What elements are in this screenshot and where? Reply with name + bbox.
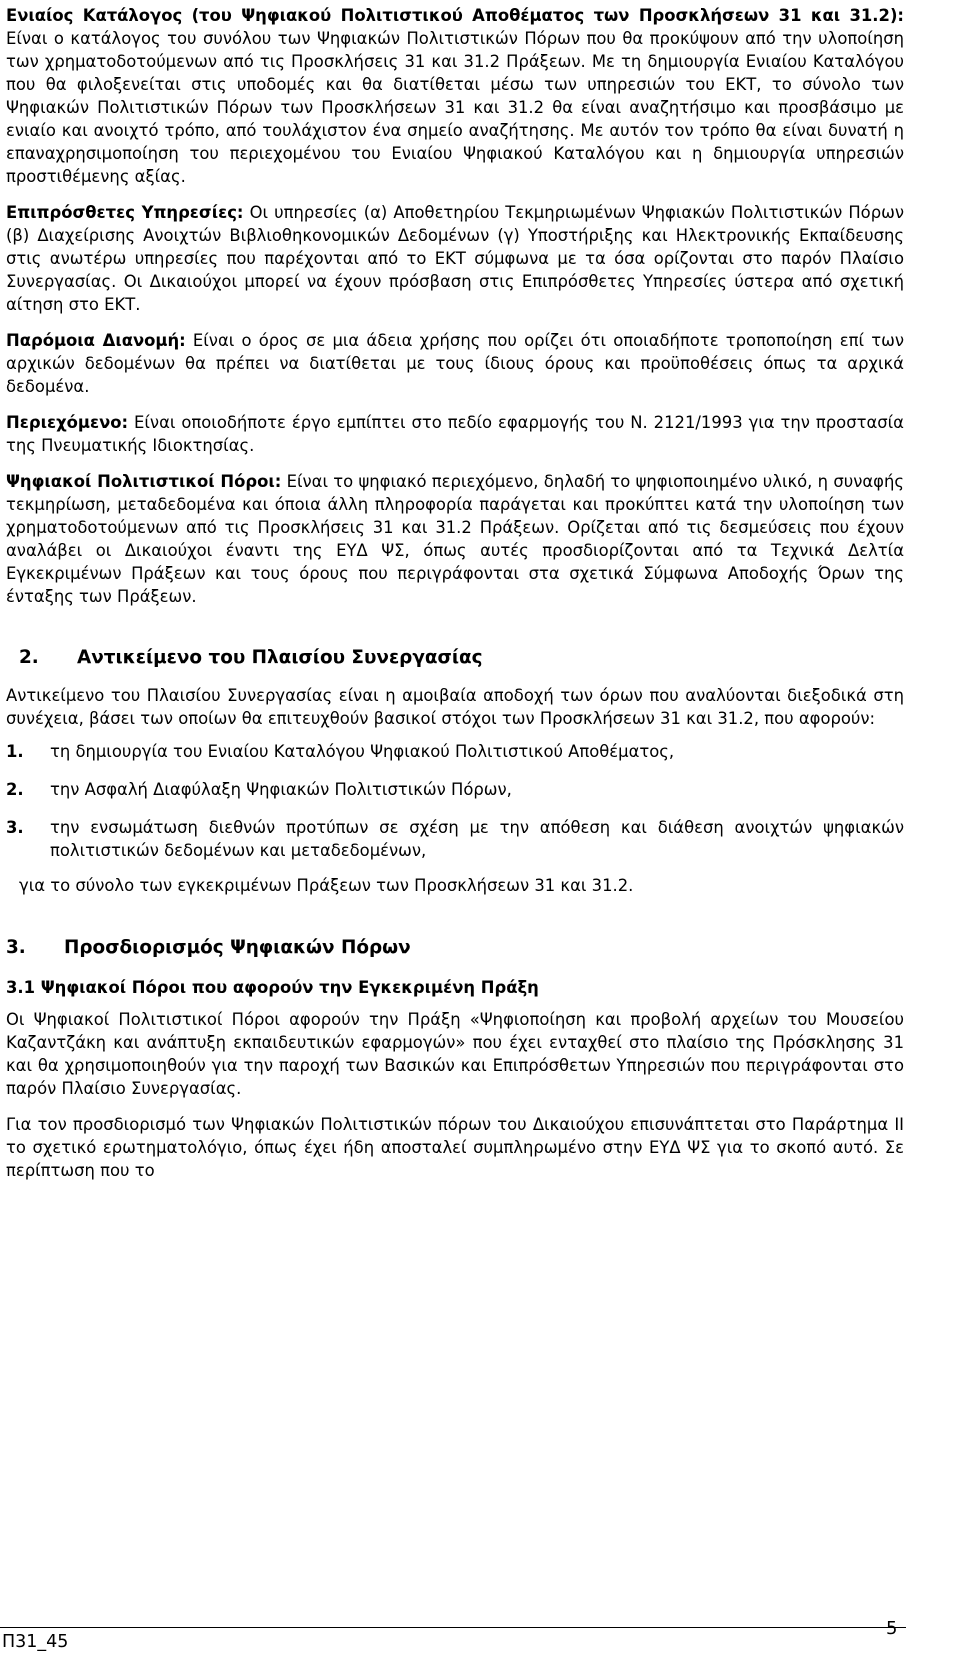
definition-term: Παρόμοια Διανομή: xyxy=(6,331,186,350)
list-item xyxy=(6,778,904,801)
section-title: Προσδιορισμός Ψηφιακών Πόρων xyxy=(64,937,411,958)
section-3-paragraph-1: Οι Ψηφιακοί Πολιτιστικοί Πόροι αφορούν την Πράξη «Ψηφιοποίηση και προβολή αρχείων του Μουσείου Καζαντζάκη και ανάπτυξη εκπαιδευτικών εφαρμογών» που έχει ενταχθεί στο πλαίσιο της Πρόσκλησης 31 και θα χρησιμοποιηθούν για την παροχή των Βασικών και Επιπρόσθετων Υπηρεσιών που περιγράφονται στο παρόν Πλαίσιο Συνεργασίας. xyxy=(6,1010,904,1098)
definition-additional-services xyxy=(6,201,904,316)
definition-text: Είναι ο όρος σε μια άδεια χρήσης που ορίζει ότι οποιαδήποτε τροποποίηση επί των αρχικών δεδομένων θα πρέπει να διατίθεται με τους ίδιους όρους και προϋποθέσεις όπως τα αρχικά δεδομένα. xyxy=(6,331,904,396)
definition-digital-cultural-resources xyxy=(6,470,904,608)
section-3-paragraph-2: Για τον προσδιορισμό των Ψηφιακών Πολιτιστικών πόρων του Δικαιούχου επισυνάπτεται στο Παράρτημα ΙΙ το σχετικό ερωτηματολόγιο, όπως έχει ήδη αποσταλεί συμπληρωμένο στην ΕΥΔ ΨΣ για το σκοπό αυτό. Σε περίπτωση που το xyxy=(6,1115,904,1180)
list-item-text: τη δημιουργία του Ενιαίου Καταλόγου Ψηφιακού Πολιτιστικού Αποθέματος, xyxy=(50,742,675,761)
page-number: 5 xyxy=(886,1618,898,1639)
definition-text: Είναι οποιοδήποτε έργο εμπίπτει στο πεδίο εφαρμογής του Ν. 2121/1993 για την προστασία της Πνευματικής Ιδιοκτησίας. xyxy=(6,413,904,455)
list-item-text: την Ασφαλή Διαφύλαξη Ψηφιακών Πολιτιστικών Πόρων, xyxy=(50,780,512,799)
section-title: Αντικείμενο του Πλαισίου Συνεργασίας xyxy=(77,647,483,668)
definition-text: Είναι το ψηφιακό περιεχόμενο, δηλαδή το ψηφιοποιημένο υλικό, η συναφής τεκμηρίωση, μεταδεδομένα και όποια άλλη πληροφορία παράγεται και προκύπτει κατά την υλοποίηση των χρηματοδοτούμενων από τις Προσκλήσεις 31 και 31.2 Πράξεων. Ορίζεται από τις δεσμεύσεις που έχουν αναλάβει οι Δικαιούχοι έναντι της ΕΥΔ ΨΣ, όπως αυτές προσδιορίζονται από τα Τεχνικά Δελτία Εγκεκριμένων Πράξεων και τους όρους που περιγράφονται στα σχετικά Σύμφωνα Αποδοχής Όρων της ένταξης των Πράξεων. xyxy=(6,472,904,606)
section-3-heading xyxy=(6,936,904,960)
definition-text: Είναι ο κατάλογος του συνόλου των Ψηφιακών Πολιτιστικών Πόρων που θα προκύψουν από την υλοποίηση των χρηματοδοτούμενων από τις Προσκλήσεις 31 και 31.2 Πράξεων. Με τη δημιουργία Ενιαίου Καταλόγου που θα φιλοξενείται στις υποδομές και θα διατίθεται μέσω των υπηρεσιών του ΕΚΤ, το σύνολο των Ψηφιακών Πολιτιστικών Πόρων των Προσκλήσεων 31 και 31.2 θα είναι αναζητήσιμο και προσβάσιμο με ενιαίο και ανοιχτό τρόπο, από τουλάχιστον ένα σημείο αναζήτησης. Με αυτόν τον τρόπο θα είναι δυνατή η επαναχρησιμοποίηση του περιεχομένου του Ενιαίου Ψηφιακού Καταλόγου και η δημιουργία υπηρεσιών προστιθέμενης αξίας. xyxy=(6,29,904,186)
footer-divider xyxy=(0,1627,906,1628)
definition-content xyxy=(6,411,904,457)
definition-term: Περιεχόμενο: xyxy=(6,413,129,432)
list-item-number: 2. xyxy=(6,780,24,799)
definition-unified-catalogue xyxy=(6,4,904,188)
section-number: 2. xyxy=(19,647,39,668)
document-page xyxy=(6,4,904,1182)
definition-term: Ενιαίος Κατάλογος (του Ψηφιακού Πολιτιστικού Αποθέματος των Προσκλήσεων 31 και 31.2): xyxy=(6,6,904,25)
definition-term: Επιπρόσθετες Υπηρεσίες: xyxy=(6,203,244,222)
list-item xyxy=(6,740,904,763)
section-2-heading xyxy=(19,646,904,670)
section-number: 3. xyxy=(6,937,26,958)
definition-share-alike xyxy=(6,329,904,398)
list-item-text: την ενσωμάτωση διεθνών προτύπων σε σχέση με την απόθεση και διάθεση ανοιχτών ψηφιακών πολιτιστικών δεδομένων και μεταδεδομένων, xyxy=(50,818,904,860)
definition-text: Οι υπηρεσίες (α) Αποθετηρίου Τεκμηριωμένων Ψηφιακών Πολιτιστικών Πόρων (β) Διαχείρισης Ανοιχτών Βιβλιοθηκονομικών Δεδομένων (γ) Υποστήριξης και Ηλεκτρονικής Εκπαίδευσης στις ανωτέρω υπηρεσίες που παρέχονται από το ΕΚΤ σύμφωνα με τα όσα ορίζονται στο παρόν Πλαίσιο Συνεργασίας. Οι Δικαιούχοι μπορεί να έχουν πρόσβαση στις Επιπρόσθετες Υπηρεσίες ύστερα από σχετική αίτηση στο ΕΚΤ. xyxy=(6,203,904,314)
subsection-3-1-heading: 3.1 Ψηφιακοί Πόροι που αφορούν την Εγκεκριμένη Πράξη xyxy=(6,978,539,997)
section-2-outro: για το σύνολο των εγκεκριμένων Πράξεων των Προσκλήσεων 31 και 31.2. xyxy=(19,876,634,895)
list-item-number: 1. xyxy=(6,742,24,761)
section-2-intro: Αντικείμενο του Πλαισίου Συνεργασίας είναι η αμοιβαία αποδοχή των όρων που αναλύονται διεξοδικά στη συνέχεια, βάσει των οποίων θα επιτευχθούν βασικοί στόχοι των Προσκλήσεων 31 και 31.2, που αφορούν: xyxy=(6,686,904,728)
objectives-list xyxy=(6,740,904,862)
list-item xyxy=(6,816,904,862)
list-item-number: 3. xyxy=(6,818,24,837)
definition-term: Ψηφιακοί Πολιτιστικοί Πόροι: xyxy=(6,472,282,491)
footer-doc-code: Π31_45 xyxy=(2,1632,69,1652)
